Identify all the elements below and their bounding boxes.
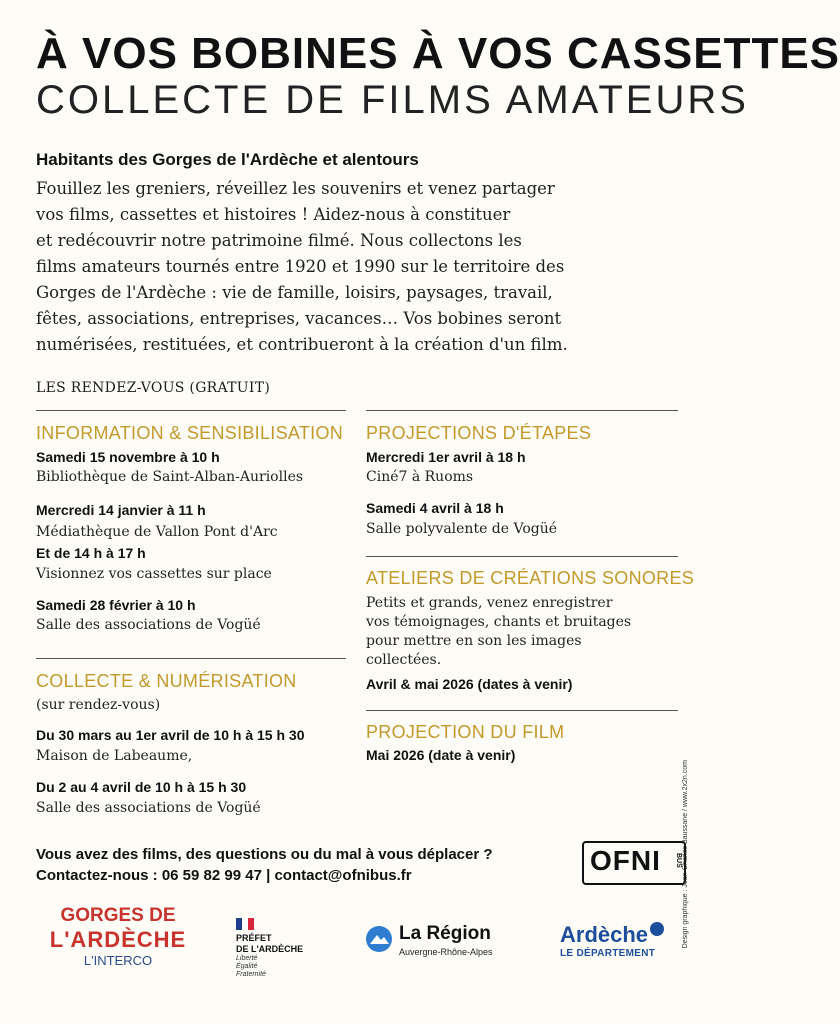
event-date: Mercredi 14 janvier à 11 h [36,502,206,518]
divider [36,658,346,659]
gorges-logo-line: GORGES DE [60,905,176,926]
prefet-motto: Fraternité [236,971,266,978]
ateliers-text [366,594,631,670]
section-title-projections: PROJECTIONS D'ÉTAPES [366,423,592,443]
prefet-line: DE L'ARDÈCHE [236,944,304,954]
prefet-line: PRÉFET [236,933,272,943]
prefet-motto: Égalité [236,963,258,970]
intro-line: vos films, cassettes et histoires ! Aidez-nous à constituer [36,205,511,224]
intro-text [36,176,686,358]
intro-line: Gorges de l'Ardèche : vie de famille, loisirs, paysages, travail, [36,283,553,302]
divider [366,710,678,711]
intro-line: Fouillez les greniers, réveillez les souvenirs et venez partager [36,179,555,198]
event-place: Maison de Labeaume, [36,748,193,764]
rdv-label: LES RENDEZ-VOUS (GRATUIT) [36,380,271,396]
ardeche-departement-logo [560,922,664,959]
contact-details[interactable]: Contactez-nous : 06 59 82 99 47 | contact@ofnibus.fr [36,867,412,884]
event-date: Mercredi 1er avril à 18 h [366,449,526,465]
ateliers-line: Petits et grands, venez enregistrer [366,595,613,611]
prefet-motto: Liberté [236,955,258,962]
ardeche-logo-name [560,922,664,948]
region-logo-sub: Auvergne-Rhône-Alpes [399,947,493,957]
event-place: Salle polyvalente de Vogüé [366,521,558,537]
event-date: Samedi 15 novembre à 10 h [36,449,220,465]
design-credit: Design graphique : Jean-Charles Baussane / www.2x2n.com [682,760,689,949]
event-date: Et de 14 h à 17 h [36,545,146,561]
event-date: Samedi 28 février à 10 h [36,597,196,613]
ateliers-line: collectées. [366,652,442,668]
ofni-bus-logo [582,841,686,885]
ofni-logo-text: OFNI [590,845,661,876]
event-date: Mai 2026 (date à venir) [366,747,516,763]
intro-line: et redécouvrir notre patrimoine filmé. Nous collectons les [36,231,522,250]
ofni-logo-bus: BUS [675,853,682,868]
event-place: Salle des associations de Vogüé [36,800,261,816]
ateliers-line: vos témoignages, chants et bruitages [366,614,632,630]
ardeche-logo-text: Ardèche [560,922,649,947]
poster-title: À VOS BOBINES À VOS CASSETTES [36,29,840,78]
section-title-information: INFORMATION & SENSIBILISATION [36,423,344,443]
event-date: Du 2 au 4 avril de 10 h à 15 h 30 [36,779,247,795]
event-date: Du 30 mars au 1er avril de 10 h à 15 h 30 [36,727,305,743]
event-place: Ciné7 à Ruoms [366,469,474,485]
gorges-ardeche-logo [38,905,198,968]
ardeche-swirl-icon [650,922,664,936]
intro-line: numérisées, restituées, et contribueront à la création d'un film. [36,335,568,354]
event-date: Avril & mai 2026 (dates à venir) [366,676,573,692]
poster-subtitle: COLLECTE DE FILMS AMATEURS [36,78,749,122]
ateliers-line: pour mettre en son les images [366,633,582,649]
region-logo [365,923,515,963]
region-mountain-icon [365,925,393,953]
divider [366,556,678,557]
intro-line: fêtes, associations, entreprises, vacances… Vos bobines seront [36,309,562,328]
event-place: Salle des associations de Vogüé [36,617,261,633]
intro-heading: Habitants des Gorges de l'Ardèche et alentours [36,150,419,169]
region-logo-name: La Région [399,923,491,944]
gorges-logo-line: L'ARDÈCHE [49,927,187,952]
event-place: Visionnez vos cassettes sur place [36,566,272,582]
ardeche-logo-sub: LE DÉPARTEMENT [560,948,656,959]
section-title-film: PROJECTION DU FILM [366,722,565,742]
section-title-collecte: COLLECTE & NUMÉRISATION [36,671,297,691]
contact-question: Vous avez des films, des questions ou du mal à vous déplacer ? [36,846,493,863]
prefet-logo [236,918,303,979]
intro-line: films amateurs tournés entre 1920 et 1990 sur le territoire des [36,257,565,276]
event-place: Bibliothèque de Saint-Alban-Auriolles [36,469,304,485]
event-date: Samedi 4 avril à 18 h [366,500,504,516]
event-place: Médiathèque de Vallon Pont d'Arc [36,524,278,540]
gorges-logo-line: L'INTERCO [83,953,153,968]
marianne-flag-icon [236,918,254,930]
divider [36,410,346,411]
divider [366,410,678,411]
section-note: (sur rendez-vous) [36,697,161,713]
section-title-ateliers: ATELIERS DE CRÉATIONS SONORES [366,568,695,588]
